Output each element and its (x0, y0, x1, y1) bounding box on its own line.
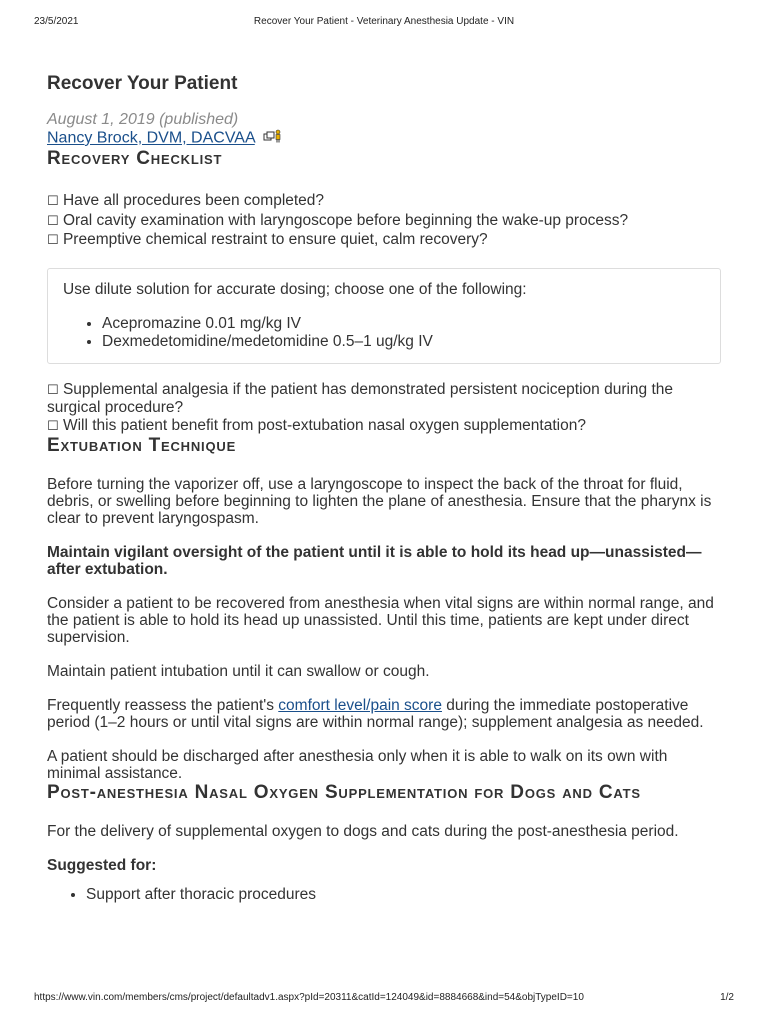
print-date: 23/5/2021 (34, 16, 79, 27)
checklist-item-text: Will this patient benefit from post-extubation nasal oxygen supplementation? (62, 416, 586, 434)
recovery-checklist (47, 192, 721, 251)
paragraph: For the delivery of supplemental oxygen to dogs and cats during the post-anesthesia period. (47, 823, 679, 840)
paragraph: Maintain patient intubation until it can swallow or cough. (47, 663, 430, 680)
list-item: • Support after thoracic procedures (86, 886, 721, 904)
emphasis-paragraph: Maintain vigilant oversight of the patient until it is able to hold its head up—unassisted—after extubation. (47, 544, 702, 578)
checklist-item (47, 212, 721, 232)
text: Frequently reassess the patient's (47, 697, 279, 714)
paragraph: A patient should be discharged after anesthesia only when it is able to walk on its own with minimal assistance. (47, 748, 668, 782)
suggested-list (47, 886, 721, 904)
article-title: Recover Your Patient (47, 73, 238, 94)
paragraph: Consider a patient to be recovered from anesthesia when vital signs are within normal range, and the patient is able to hold its head up unassisted. Until this time, patients are kept under direct supervision. (47, 595, 714, 646)
suggested-label: Suggested for: (47, 857, 157, 874)
recovery-checklist-heading: Recovery Checklist (47, 148, 223, 169)
checklist-item-text: Oral cavity examination with laryngoscope before beginning the wake-up process? (62, 211, 629, 229)
checklist-item (47, 417, 721, 436)
checkbox-icon: ☐ (47, 213, 59, 229)
callout-intro: Use dilute solution for accurate dosing; choose one of the following: (63, 280, 527, 298)
page-url: https://www.vin.com/members/cms/project/defaultadv1.aspx?pId=20311&catId=124049&id=8884668&ind=54&objTypeID=10 (34, 992, 584, 1003)
dosing-callout (47, 268, 721, 364)
article-content (47, 60, 721, 904)
checkbox-icon: ☐ (47, 194, 59, 209)
checklist-item-text: Preemptive chemical restraint to ensure quiet, calm recovery? (62, 231, 488, 248)
paragraph: Before turning the vaporizer off, use a laryngoscope to inspect the back of the throat for fluid, debris, or swelling before beginning to lighten the plane of anesthesia. Ensure that the pharynx is clear to prevent laryngospasm. (47, 476, 712, 527)
pain-score-link[interactable]: comfort level/pain score (278, 697, 442, 714)
print-footer (34, 992, 734, 1006)
vin-contact-icon[interactable] (263, 129, 283, 148)
print-header (34, 16, 734, 30)
checkbox-icon: ☐ (47, 233, 59, 248)
checklist-item (47, 192, 721, 212)
text: during the immediate postoperative period (1–2 hours or until vital signs are within normal range); supplement analgesia as needed. (47, 697, 704, 731)
author-line (47, 129, 721, 148)
checklist-item-text: Supplemental analgesia if the patient has demonstrated persistent nociception during the surgical procedure? (47, 380, 674, 416)
extubation-heading: Extubation Technique (47, 435, 237, 456)
author-link[interactable]: Nancy Brock, DVM, DACVAA (47, 129, 255, 147)
checklist-item-text: Have all procedures been completed? (62, 192, 325, 209)
checklist-item (47, 231, 721, 251)
print-page-title: Recover Your Patient - Veterinary Anesthesia Update - VIN (253, 16, 515, 27)
checkbox-icon: ☐ (47, 382, 59, 398)
page-number: 1/2 (720, 992, 734, 1003)
nasal-oxygen-heading: Post-anesthesia Nasal Oxygen Supplementation for Dogs and Cats (47, 782, 641, 803)
list-item: • Dexmedetomidine/medetomidine 0.5–1 ug/kg IV (102, 333, 705, 351)
list-item: • Acepromazine 0.01 mg/kg IV (102, 315, 705, 333)
recovery-checklist-continued (47, 381, 721, 436)
paragraph-with-link (47, 697, 721, 731)
checklist-item (47, 381, 721, 417)
checkbox-icon: ☐ (47, 418, 59, 434)
publish-date: August 1, 2019 (published) (47, 111, 239, 128)
dosing-options (63, 315, 705, 351)
